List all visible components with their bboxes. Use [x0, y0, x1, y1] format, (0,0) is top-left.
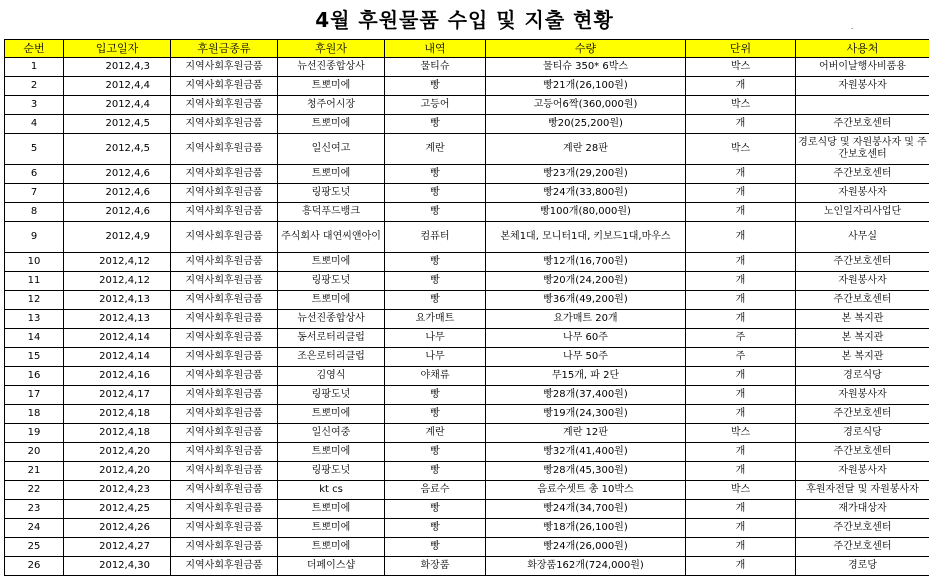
- cell-date[interactable]: 2012,4,20: [64, 443, 171, 462]
- cell-no[interactable]: 11: [5, 272, 64, 291]
- cell-quantity[interactable]: 빵24개(26,000원): [486, 538, 686, 557]
- cell-quantity[interactable]: 음료수셋트 총 10박스: [486, 481, 686, 500]
- cell-donor[interactable]: 주식회사 대연씨앤아이: [278, 222, 385, 253]
- cell-no[interactable]: 1: [5, 58, 64, 77]
- cell-donor[interactable]: 트뽀미에: [278, 165, 385, 184]
- cell-donor[interactable]: kt cs: [278, 481, 385, 500]
- table-row: [5, 115, 929, 134]
- cell-quantity[interactable]: 빵19개(24,300원): [486, 405, 686, 424]
- cell-date[interactable]: 2012,4,6: [64, 165, 171, 184]
- cell-type[interactable]: 지역사회후원금품: [171, 462, 278, 481]
- table-row: [5, 58, 929, 77]
- cell-quantity[interactable]: 계란 12판: [486, 424, 686, 443]
- cell-usage[interactable]: 자원봉사자: [796, 272, 929, 291]
- cell-unit[interactable]: 개: [686, 203, 796, 222]
- cell-date[interactable]: 2012,4,6: [64, 203, 171, 222]
- cell-no[interactable]: 8: [5, 203, 64, 222]
- cell-usage[interactable]: 본 복지관: [796, 310, 929, 329]
- cell-unit[interactable]: 개: [686, 367, 796, 386]
- cell-unit[interactable]: 주: [686, 329, 796, 348]
- table-row: [5, 222, 929, 253]
- cell-no[interactable]: 19: [5, 424, 64, 443]
- cell-type[interactable]: 지역사회후원금품: [171, 519, 278, 538]
- cell-no[interactable]: 10: [5, 253, 64, 272]
- header-row: [5, 40, 929, 58]
- cell-donor[interactable]: 트뽀미에: [278, 77, 385, 96]
- cell-date[interactable]: 2012,4,18: [64, 405, 171, 424]
- cell-donor[interactable]: 일신여고: [278, 134, 385, 165]
- cell-donor[interactable]: 트뽀미에: [278, 115, 385, 134]
- cell-date[interactable]: 2012,4,14: [64, 348, 171, 367]
- cell-date[interactable]: 2012,4,4: [64, 77, 171, 96]
- cell-unit[interactable]: 개: [686, 386, 796, 405]
- cell-unit[interactable]: 개: [686, 272, 796, 291]
- cell-unit[interactable]: 박스: [686, 96, 796, 115]
- column-header-unit[interactable]: 단위: [686, 40, 796, 58]
- cell-type[interactable]: 지역사회후원금품: [171, 96, 278, 115]
- cell-unit[interactable]: 개: [686, 519, 796, 538]
- cell-donor[interactable]: 링팡도넛: [278, 462, 385, 481]
- cell-item[interactable]: 빵: [385, 538, 486, 557]
- table-row: [5, 538, 929, 557]
- cell-no[interactable]: 13: [5, 310, 64, 329]
- cell-type[interactable]: 지역사회후원금품: [171, 405, 278, 424]
- cell-no[interactable]: 17: [5, 386, 64, 405]
- cell-date[interactable]: 2012,4,25: [64, 500, 171, 519]
- cell-unit[interactable]: 주: [686, 348, 796, 367]
- cell-type[interactable]: 지역사회후원금품: [171, 134, 278, 165]
- cell-donor[interactable]: 링팡도넛: [278, 272, 385, 291]
- cell-donor[interactable]: 트뽀미에: [278, 538, 385, 557]
- table-row: [5, 405, 929, 424]
- cell-quantity[interactable]: 본체1대, 모니터1대, 키보드1대,마우스: [486, 222, 686, 253]
- cell-quantity[interactable]: 빵100개(80,000원): [486, 203, 686, 222]
- cell-donor[interactable]: 청주어시장: [278, 96, 385, 115]
- column-header-date[interactable]: 입고일자: [64, 40, 171, 58]
- table-body: [5, 58, 929, 576]
- cell-usage[interactable]: 주간보호센터: [796, 443, 929, 462]
- cell-quantity[interactable]: 빵20개(24,200원): [486, 272, 686, 291]
- cell-item[interactable]: 빵: [385, 500, 486, 519]
- table-row: [5, 184, 929, 203]
- page-title: 4월 후원물품 수입 및 지출 현황: [0, 6, 929, 34]
- cell-item[interactable]: 화장품: [385, 557, 486, 576]
- donation-table: [4, 39, 929, 576]
- table-row: [5, 253, 929, 272]
- cell-date[interactable]: 2012,4,4: [64, 96, 171, 115]
- cell-date[interactable]: 2012,4,20: [64, 462, 171, 481]
- cell-type[interactable]: 지역사회후원금품: [171, 500, 278, 519]
- cell-no[interactable]: 24: [5, 519, 64, 538]
- column-header-no[interactable]: 순번: [5, 40, 64, 58]
- cell-donor[interactable]: 조은로터리클럽: [278, 348, 385, 367]
- cell-type[interactable]: 지역사회후원금품: [171, 115, 278, 134]
- cell-date[interactable]: 2012,4,12: [64, 272, 171, 291]
- cell-item[interactable]: 빵: [385, 77, 486, 96]
- cell-donor[interactable]: 트뽀미에: [278, 405, 385, 424]
- cell-type[interactable]: 지역사회후원금품: [171, 538, 278, 557]
- column-header-item[interactable]: 내역: [385, 40, 486, 58]
- cell-donor[interactable]: 트뽀미에: [278, 443, 385, 462]
- cell-date[interactable]: 2012,4,17: [64, 386, 171, 405]
- cell-no[interactable]: 18: [5, 405, 64, 424]
- cell-date[interactable]: 2012,4,18: [64, 424, 171, 443]
- table-row: [5, 348, 929, 367]
- cell-usage[interactable]: 경로식당: [796, 424, 929, 443]
- cell-date[interactable]: 2012,4,12: [64, 253, 171, 272]
- cell-usage[interactable]: 경로식당 및 자원봉사자 및 주간보호센터: [796, 134, 929, 165]
- cell-no[interactable]: 12: [5, 291, 64, 310]
- cell-usage[interactable]: 주간보호센터: [796, 253, 929, 272]
- cell-no[interactable]: 2: [5, 77, 64, 96]
- cell-item[interactable]: 빵: [385, 253, 486, 272]
- column-header-usage[interactable]: 사용처: [796, 40, 929, 58]
- cell-date[interactable]: 2012,4,9: [64, 222, 171, 253]
- cell-quantity[interactable]: 요가매트 20개: [486, 310, 686, 329]
- cell-donor[interactable]: 트뽀미에: [278, 519, 385, 538]
- table-row: [5, 329, 929, 348]
- cell-no[interactable]: 15: [5, 348, 64, 367]
- cell-item[interactable]: 계란: [385, 424, 486, 443]
- cell-no[interactable]: 5: [5, 134, 64, 165]
- cell-donor[interactable]: 링팡도넛: [278, 184, 385, 203]
- cell-item[interactable]: 나무: [385, 348, 486, 367]
- cell-usage[interactable]: 주간보호센터: [796, 165, 929, 184]
- cell-date[interactable]: 2012,4,16: [64, 367, 171, 386]
- table-row: [5, 165, 929, 184]
- cell-donor[interactable]: 트뽀미에: [278, 253, 385, 272]
- cell-item[interactable]: 요가매트: [385, 310, 486, 329]
- cell-donor[interactable]: 뉴선진종합상사: [278, 58, 385, 77]
- cell-no[interactable]: 6: [5, 165, 64, 184]
- cell-unit[interactable]: 개: [686, 405, 796, 424]
- cell-no[interactable]: 3: [5, 96, 64, 115]
- cell-no[interactable]: 26: [5, 557, 64, 576]
- cell-usage[interactable]: 주간보호센터: [796, 405, 929, 424]
- cell-item[interactable]: 빵: [385, 291, 486, 310]
- cell-date[interactable]: 2012,4,30: [64, 557, 171, 576]
- cell-date[interactable]: 2012,4,13: [64, 291, 171, 310]
- table-row: [5, 481, 929, 500]
- column-header-donor[interactable]: 후원자: [278, 40, 385, 58]
- cell-unit[interactable]: 개: [686, 443, 796, 462]
- cell-item[interactable]: 빵: [385, 405, 486, 424]
- cell-edge-mark: ·: [851, 25, 853, 33]
- cell-no[interactable]: 22: [5, 481, 64, 500]
- cell-quantity[interactable]: 나무 60주: [486, 329, 686, 348]
- cell-no[interactable]: 14: [5, 329, 64, 348]
- cell-unit[interactable]: 개: [686, 291, 796, 310]
- cell-donor[interactable]: 동서로터리클럽: [278, 329, 385, 348]
- table-row: [5, 386, 929, 405]
- cell-unit[interactable]: 개: [686, 222, 796, 253]
- cell-usage[interactable]: 주간보호센터: [796, 538, 929, 557]
- cell-usage[interactable]: 어버이날행사비품용: [796, 58, 929, 77]
- cell-donor[interactable]: 트뽀미에: [278, 500, 385, 519]
- table-row: [5, 443, 929, 462]
- cell-type[interactable]: 지역사회후원금품: [171, 184, 278, 203]
- cell-type[interactable]: 지역사회후원금품: [171, 424, 278, 443]
- table-row: [5, 203, 929, 222]
- cell-donor[interactable]: 김영식: [278, 367, 385, 386]
- cell-no[interactable]: 9: [5, 222, 64, 253]
- cell-date[interactable]: 2012,4,13: [64, 310, 171, 329]
- cell-usage[interactable]: 노인일자리사업단: [796, 203, 929, 222]
- cell-unit[interactable]: 박스: [686, 58, 796, 77]
- cell-item[interactable]: 빵: [385, 203, 486, 222]
- cell-no[interactable]: 7: [5, 184, 64, 203]
- cell-donor[interactable]: 일신여중: [278, 424, 385, 443]
- cell-unit[interactable]: 개: [686, 253, 796, 272]
- cell-usage[interactable]: [796, 96, 929, 115]
- cell-quantity[interactable]: 빵23개(29,200원): [486, 165, 686, 184]
- cell-usage[interactable]: 본 복지관: [796, 348, 929, 367]
- cell-unit[interactable]: 개: [686, 184, 796, 203]
- cell-type[interactable]: 지역사회후원금품: [171, 222, 278, 253]
- cell-donor[interactable]: 트뽀미에: [278, 291, 385, 310]
- table-row: [5, 310, 929, 329]
- cell-item[interactable]: 빵: [385, 184, 486, 203]
- cell-usage[interactable]: 본 복지관: [796, 329, 929, 348]
- cell-item[interactable]: 빵: [385, 165, 486, 184]
- cell-date[interactable]: 2012,4,6: [64, 184, 171, 203]
- cell-quantity[interactable]: 빵28개(37,400원): [486, 386, 686, 405]
- cell-unit[interactable]: 개: [686, 115, 796, 134]
- cell-quantity[interactable]: 계란 28판: [486, 134, 686, 165]
- cell-type[interactable]: 지역사회후원금품: [171, 386, 278, 405]
- cell-no[interactable]: 23: [5, 500, 64, 519]
- cell-no[interactable]: 16: [5, 367, 64, 386]
- cell-unit[interactable]: 개: [686, 165, 796, 184]
- cell-unit[interactable]: 박스: [686, 134, 796, 165]
- cell-type[interactable]: 지역사회후원금품: [171, 557, 278, 576]
- cell-usage[interactable]: 자원봉사자: [796, 386, 929, 405]
- cell-unit[interactable]: 개: [686, 500, 796, 519]
- cell-quantity[interactable]: 빵20(25,200원): [486, 115, 686, 134]
- cell-date[interactable]: 2012,4,26: [64, 519, 171, 538]
- cell-item[interactable]: 빵: [385, 462, 486, 481]
- cell-type[interactable]: 지역사회후원금품: [171, 291, 278, 310]
- cell-donor[interactable]: 흥덕푸드뱅크: [278, 203, 385, 222]
- cell-unit[interactable]: 개: [686, 77, 796, 96]
- cell-unit[interactable]: 개: [686, 538, 796, 557]
- cell-unit[interactable]: 박스: [686, 424, 796, 443]
- cell-date[interactable]: 2012,4,27: [64, 538, 171, 557]
- cell-quantity[interactable]: 빵18개(26,100원): [486, 519, 686, 538]
- cell-donor[interactable]: 링팡도넛: [278, 386, 385, 405]
- cell-type[interactable]: 지역사회후원금품: [171, 165, 278, 184]
- cell-usage[interactable]: 주간보호센터: [796, 519, 929, 538]
- cell-type[interactable]: 지역사회후원금품: [171, 272, 278, 291]
- cell-item[interactable]: 빵: [385, 272, 486, 291]
- cell-no[interactable]: 20: [5, 443, 64, 462]
- cell-type[interactable]: 지역사회후원금품: [171, 481, 278, 500]
- cell-item[interactable]: 나무: [385, 329, 486, 348]
- cell-unit[interactable]: 개: [686, 462, 796, 481]
- cell-quantity[interactable]: 빵24개(34,700원): [486, 500, 686, 519]
- cell-usage[interactable]: 주간보호센터: [796, 291, 929, 310]
- cell-usage[interactable]: 재가대상자: [796, 500, 929, 519]
- cell-usage[interactable]: 사무실: [796, 222, 929, 253]
- cell-item[interactable]: 빵: [385, 386, 486, 405]
- column-header-quantity[interactable]: 수량: [486, 40, 686, 58]
- cell-usage[interactable]: 경로식당: [796, 367, 929, 386]
- cell-unit[interactable]: 개: [686, 557, 796, 576]
- cell-donor[interactable]: 더페이스샵: [278, 557, 385, 576]
- cell-item[interactable]: 야채류: [385, 367, 486, 386]
- cell-date[interactable]: 2012,4,3: [64, 58, 171, 77]
- cell-date[interactable]: 2012,4,23: [64, 481, 171, 500]
- cell-quantity[interactable]: 무15개, 파 2단: [486, 367, 686, 386]
- cell-item[interactable]: 물티슈: [385, 58, 486, 77]
- cell-usage[interactable]: 자원봉사자: [796, 77, 929, 96]
- cell-no[interactable]: 21: [5, 462, 64, 481]
- cell-item[interactable]: 빵: [385, 519, 486, 538]
- cell-usage[interactable]: 자원봉사자: [796, 462, 929, 481]
- cell-quantity[interactable]: 빵12개(16,700원): [486, 253, 686, 272]
- cell-item[interactable]: 계란: [385, 134, 486, 165]
- cell-date[interactable]: 2012,4,5: [64, 134, 171, 165]
- cell-usage[interactable]: 주간보호센터: [796, 115, 929, 134]
- table-row: [5, 77, 929, 96]
- cell-type[interactable]: 지역사회후원금품: [171, 443, 278, 462]
- cell-unit[interactable]: 개: [686, 310, 796, 329]
- column-header-type[interactable]: 후원금종류: [171, 40, 278, 58]
- cell-usage[interactable]: 자원봉사자: [796, 184, 929, 203]
- cell-type[interactable]: 지역사회후원금품: [171, 310, 278, 329]
- cell-usage[interactable]: 경로당: [796, 557, 929, 576]
- cell-item[interactable]: 고등어: [385, 96, 486, 115]
- cell-quantity[interactable]: 빵28개(45,300원): [486, 462, 686, 481]
- table-row: [5, 272, 929, 291]
- cell-type[interactable]: 지역사회후원금품: [171, 329, 278, 348]
- cell-item[interactable]: 컴퓨터: [385, 222, 486, 253]
- cell-type[interactable]: 지역사회후원금품: [171, 367, 278, 386]
- cell-quantity[interactable]: 빵36개(49,200원): [486, 291, 686, 310]
- cell-quantity[interactable]: 빵21개(26,100원): [486, 77, 686, 96]
- cell-quantity[interactable]: 고등어6짝(360,000원): [486, 96, 686, 115]
- table-row: [5, 500, 929, 519]
- table-row: [5, 519, 929, 538]
- cell-type[interactable]: 지역사회후원금품: [171, 58, 278, 77]
- cell-quantity[interactable]: 화장품162개(724,000원): [486, 557, 686, 576]
- cell-type[interactable]: 지역사회후원금품: [171, 253, 278, 272]
- cell-item[interactable]: 음료수: [385, 481, 486, 500]
- cell-type[interactable]: 지역사회후원금품: [171, 203, 278, 222]
- cell-item[interactable]: 빵: [385, 115, 486, 134]
- table-row: [5, 367, 929, 386]
- cell-no[interactable]: 25: [5, 538, 64, 557]
- table-row: [5, 134, 929, 165]
- cell-quantity[interactable]: 빵32개(41,400원): [486, 443, 686, 462]
- cell-quantity[interactable]: 나무 50주: [486, 348, 686, 367]
- table-row: [5, 96, 929, 115]
- cell-date[interactable]: 2012,4,14: [64, 329, 171, 348]
- cell-date[interactable]: 2012,4,5: [64, 115, 171, 134]
- cell-quantity[interactable]: 물티슈 350* 6박스: [486, 58, 686, 77]
- cell-type[interactable]: 지역사회후원금품: [171, 77, 278, 96]
- cell-unit[interactable]: 박스: [686, 481, 796, 500]
- cell-donor[interactable]: 뉴선진종합상사: [278, 310, 385, 329]
- table-row: [5, 462, 929, 481]
- cell-usage[interactable]: 후원자전달 및 자원봉사자: [796, 481, 929, 500]
- cell-no[interactable]: 4: [5, 115, 64, 134]
- table-row: [5, 424, 929, 443]
- cell-type[interactable]: 지역사회후원금품: [171, 348, 278, 367]
- table-row: [5, 291, 929, 310]
- cell-item[interactable]: 빵: [385, 443, 486, 462]
- cell-quantity[interactable]: 빵24개(33,800원): [486, 184, 686, 203]
